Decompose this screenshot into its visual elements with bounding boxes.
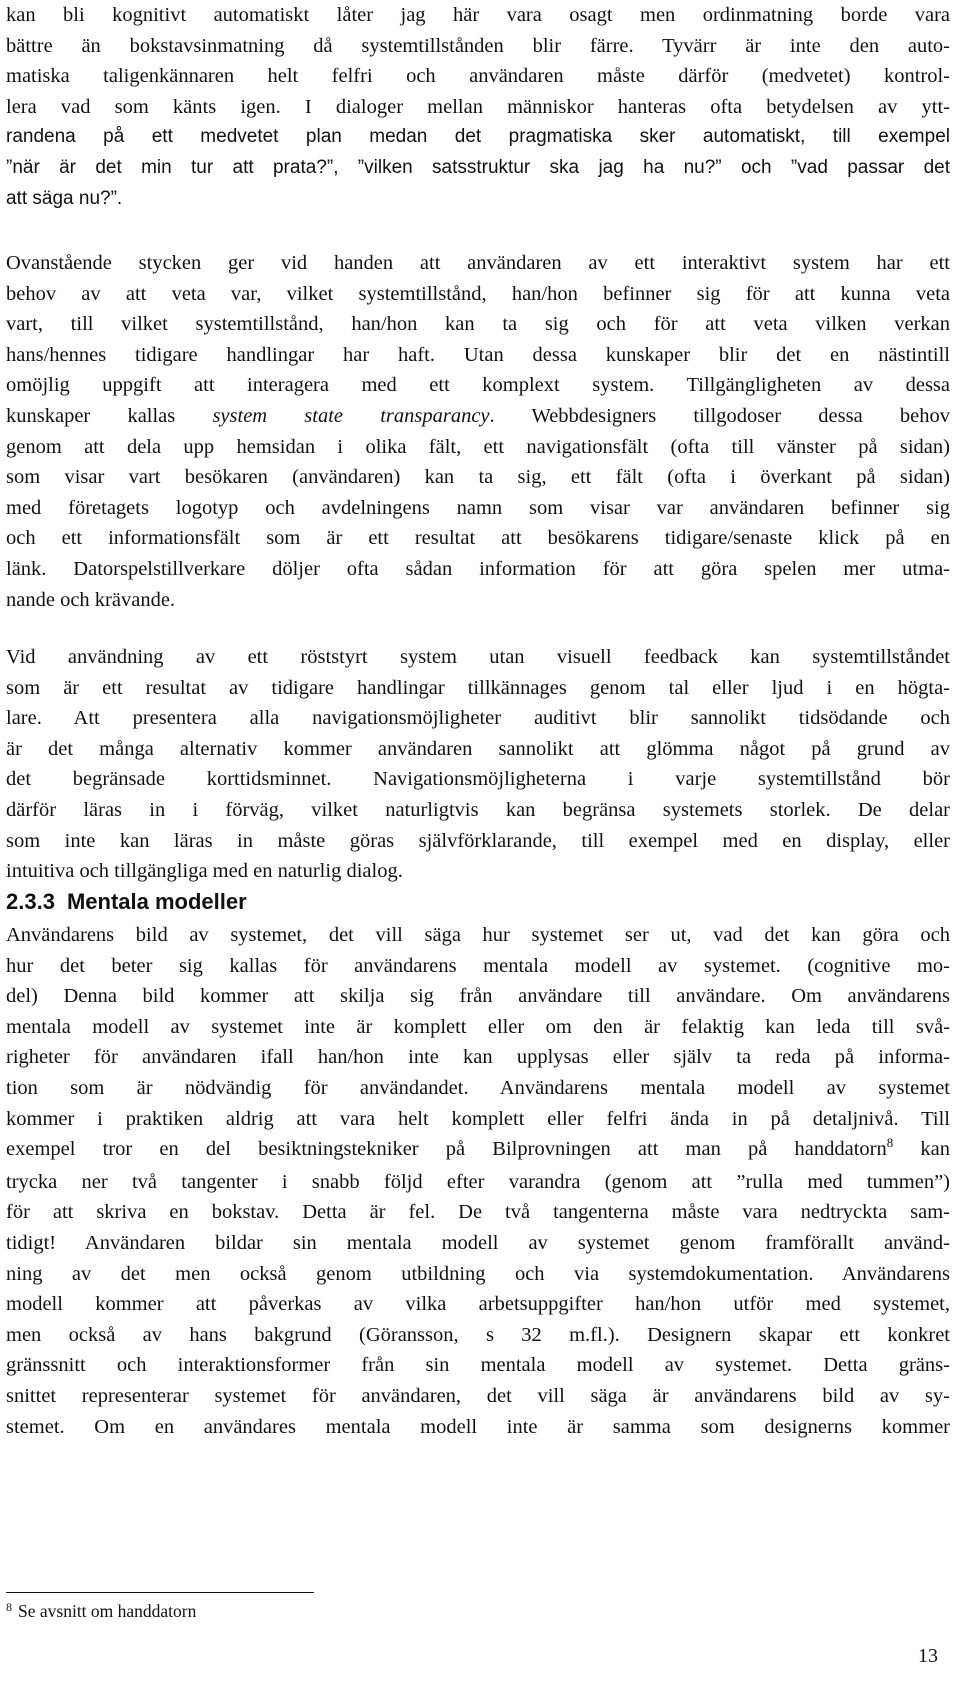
text-line: randena på ett medvetet plan medan det pragmatiska sker automatiskt, till exempel xyxy=(6,126,950,148)
text-fragment: kan xyxy=(893,1138,950,1161)
paragraph-system-state xyxy=(6,248,950,615)
text-line: tidigt! Användaren bildar sin mentala modell av systemet genom framförallt använd- xyxy=(6,1231,950,1254)
text-line: omöjlig uppgift att interagera med ett komplext system. Tillgängligheten av dessa xyxy=(6,374,950,397)
text-line: men också av hans bakgrund (Göransson, s 32 m.fl.). Designern skapar ett konkret xyxy=(6,1323,950,1346)
text-fragment: . Webbdesigners tillgodoser dessa behov xyxy=(489,404,950,427)
text-line: stemet. Om en användares mentala modell inte är samma som designerns kommer xyxy=(6,1415,950,1438)
text-line: trycka ner två tangenter i snabb följd efter varandra (genom att ”rulla med tummen”) xyxy=(6,1170,950,1193)
paragraph-voice-system xyxy=(6,642,950,887)
text-line-with-italic-term xyxy=(6,401,950,432)
text-line: därför läras in i förväg, vilket naturligtvis kan begränsa systemets storlek. De delar xyxy=(6,798,950,821)
text-line: ”när är det min tur att prata?”, ”vilken satsstruktur ska jag ha nu?” och ”vad passar det xyxy=(6,156,950,178)
text-line: lare. Att presentera alla navigationsmöjligheter auditivt blir sannolikt tidsödande och xyxy=(6,707,950,730)
text-line: vart, till vilket systemtillstånd, han/hon kan ta sig och för att veta vilken verkan xyxy=(6,313,950,336)
text-line: kommer i praktiken aldrig att vara helt komplett eller felfri ända in på detaljnivå. Till xyxy=(6,1107,950,1130)
text-line: att säga nu?”. xyxy=(6,187,123,209)
text-line: del) Denna bild kommer att skilja sig från användare till användare. Om användarens xyxy=(6,985,950,1008)
text-line: lera vad som känts igen. I dialoger mellan människor hanteras ofta betydelsen av ytt- xyxy=(6,95,950,118)
text-line: hur det beter sig kallas för användarens mentala modell av systemet. (cognitive mo- xyxy=(6,954,950,977)
text-line-with-footnote-ref xyxy=(6,1134,950,1167)
text-line: är det många alternativ kommer användaren sannolikt att glömma något på grund av xyxy=(6,737,950,760)
paragraph-mental-models xyxy=(6,920,950,1442)
text-line: tion som är nödvändig för användandet. Användarens mentala modell av systemet xyxy=(6,1076,950,1099)
text-line: gränssnitt och interaktionsformer från sin mentala modell av systemet. Detta gräns- xyxy=(6,1354,950,1377)
section-heading xyxy=(6,887,247,917)
text-fragment: exempel tror en del besiktningstekniker på Bilprovningen att man på handdatorn xyxy=(6,1138,887,1161)
text-line: som visar vart besökaren (användaren) kan ta sig, ett fält (ofta i överkant på sidan) xyxy=(6,466,950,489)
footnote xyxy=(6,1598,196,1626)
text-line: Ovanstående stycken ger vid handen att användaren av ett interaktivt system har ett xyxy=(6,252,950,274)
text-line: behov av att veta var, vilket systemtillstånd, han/hon befinner sig för att kunna veta xyxy=(6,282,950,305)
text-line: och ett informationsfält som är ett resultat att besökarens tidigare/senaste klick på en xyxy=(6,527,950,550)
text-line: som inte kan läras in måste göras självförklarande, till exempel med en display, eller xyxy=(6,829,950,852)
italic-term: system state transparancy xyxy=(212,404,490,427)
text-line: det begränsade korttidsminnet. Navigationsmöjligheterna i varje systemtillstånd bör xyxy=(6,768,950,791)
text-line: mentala modell av systemet inte är komplett eller om den är felaktig kan leda till svå- xyxy=(6,1015,950,1038)
text-line: som är ett resultat av tidigare handlingar tillkännages genom tal eller ljud i en högta- xyxy=(6,676,950,699)
footnote-separator xyxy=(6,1592,314,1593)
text-line: kan bli kognitivt automatiskt låter jag här vara osagt men ordinmatning borde vara xyxy=(6,4,950,26)
footnote-text: Se avsnitt om handdatorn xyxy=(18,1601,197,1621)
text-line: modell kommer att påverkas av vilka arbetsuppgifter han/hon utför med systemet, xyxy=(6,1293,950,1316)
text-line: genom att dela upp hemsidan i olika fält, ett navigationsfält (ofta till vänster på sidan) xyxy=(6,435,950,458)
text-line: snittet representerar systemet för användaren, det vill säga är användarens bild av sy- xyxy=(6,1384,950,1407)
text-line: ning av det men också genom utbildning och via systemdokumentation. Användarens xyxy=(6,1262,950,1285)
text-line: Användarens bild av systemet, det vill säga hur systemet ser ut, vad det kan göra och xyxy=(6,924,950,946)
text-line: bättre än bokstavsinmatning då systemtillstånden blir färre. Tyvärr är inte den auto- xyxy=(6,34,950,57)
text-line: righeter för användaren ifall han/hon inte kan upplysas eller själv ta reda på informa- xyxy=(6,1046,950,1069)
text-line: hans/hennes tidigare handlingar har haft. Utan dessa kunskaper blir det en nästintill xyxy=(6,343,950,366)
text-line: länk. Datorspelstillverkare döljer ofta sådan information för att göra spelen mer utma- xyxy=(6,557,950,580)
paragraph-dialog-pragmatics xyxy=(6,0,950,214)
text-line: med företagets logotyp och avdelningens namn som visar var användaren befinner sig xyxy=(6,496,950,519)
text-line: Vid användning av ett röststyrt system utan visuell feedback kan systemtillståndet xyxy=(6,646,950,668)
text-line: matiska taligenkännaren helt felfri och användaren måste därför (medvetet) kontrol- xyxy=(6,65,950,88)
section-title: Mentala modeller xyxy=(66,889,247,914)
text-line: för att skriva en bokstav. Detta är fel. De två tangenterna måste vara nedtryckta sam- xyxy=(6,1201,950,1224)
text-fragment: kunskaper kallas xyxy=(6,404,213,427)
section-number: 2.3.3 xyxy=(6,889,55,914)
footnote-reference[interactable]: 8 xyxy=(886,1135,894,1151)
page-number: 13 xyxy=(918,1645,938,1667)
text-line: intuitiva och tillgängliga med en naturlig dialog. xyxy=(6,860,403,883)
text-line: nande och krävande. xyxy=(6,588,176,611)
footnote-marker: 8 xyxy=(6,1600,12,1614)
